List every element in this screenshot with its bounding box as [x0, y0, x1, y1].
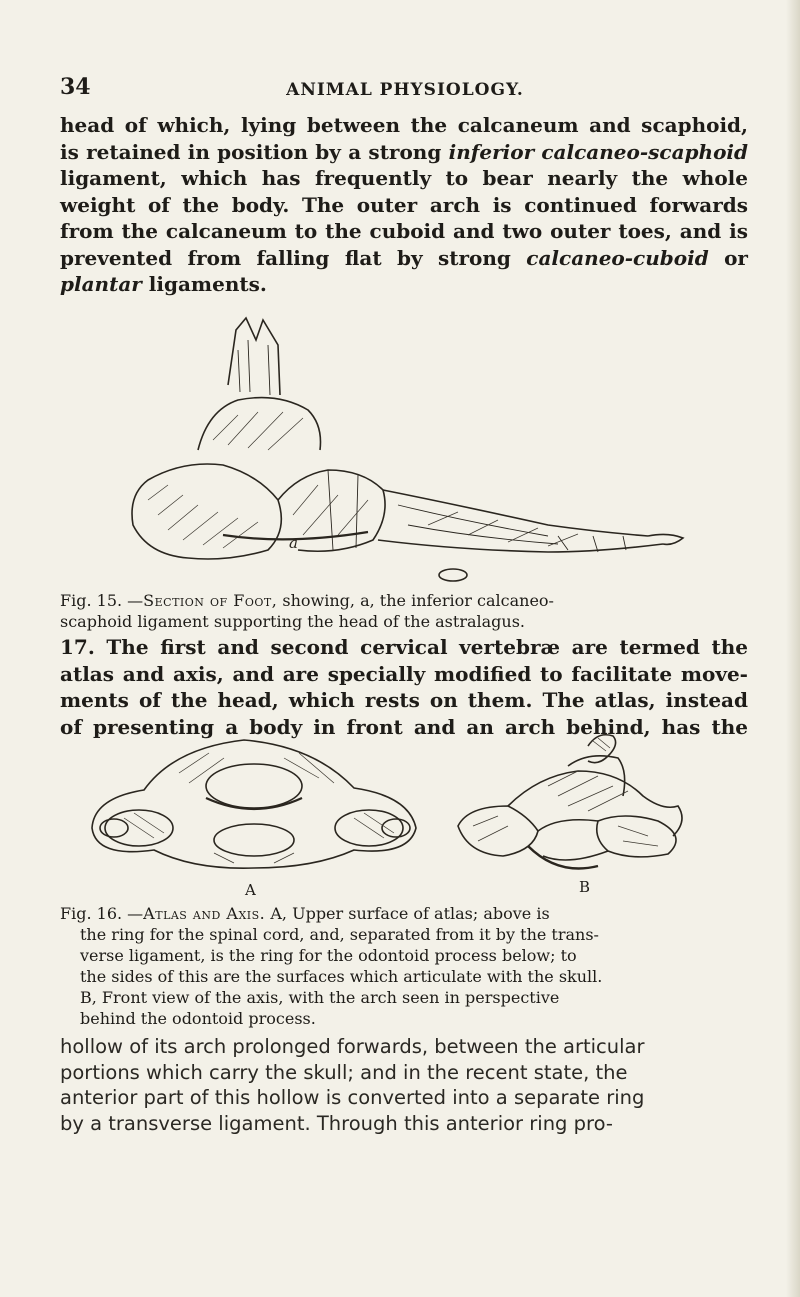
- text-line: head of which, lying between the calcaneum and scaphoid,: [60, 113, 748, 137]
- text-line: 17. The first and second cervical vertebræ are termed the: [60, 635, 748, 659]
- section-number: 17.: [60, 635, 95, 659]
- text-line: of presenting a body in front and an arch behind, has the: [60, 714, 748, 739]
- text-line: portions which carry the skull; and in the recent state, the: [60, 1060, 628, 1084]
- page-number: 34: [60, 74, 91, 100]
- text-line: from the calcaneum to the cuboid and two outer toes, and is: [60, 219, 748, 243]
- text-line: hollow of its arch prolonged forwards, between the articular: [60, 1035, 645, 1058]
- page-header: [60, 74, 750, 108]
- text-line: weight of the body. The outer arch is continued forwards: [60, 192, 748, 217]
- text-line: ments of the head, which rests on them. The atlas, instead: [60, 688, 748, 712]
- paragraph-2: [60, 634, 748, 740]
- axis-illustration: [448, 726, 703, 876]
- paragraph-1: [60, 112, 748, 298]
- caption-line: verse ligament, is the ring for the odontoid process below; to: [80, 946, 577, 965]
- text-line: prevented from falling flat by strong calcaneo-cuboid or: [60, 245, 748, 270]
- atlas-illustration: [84, 728, 424, 878]
- caption-line: Fig. 15. —Section of Foot, showing, a, the inferior calcaneo-: [60, 591, 554, 610]
- figure-15-caption: [60, 590, 748, 632]
- running-head: ANIMAL PHYSIOLOGY.: [286, 80, 524, 100]
- caption-line: the ring for the spinal cord, and, separated from it by the trans-: [80, 925, 599, 944]
- figure-label-b: B: [579, 878, 591, 896]
- text-line: anterior part of this hollow is converted into a separate ring: [60, 1086, 645, 1109]
- figure-16-caption: [60, 903, 748, 1029]
- caption-line: Fig. 16. —Atlas and Axis. A, Upper surface of atlas; above is: [60, 904, 550, 923]
- caption-line: the sides of this are the surfaces which articulate with the skull.: [80, 967, 603, 986]
- caption-line: scaphoid ligament supporting the head of the astralagus.: [60, 612, 525, 631]
- paragraph-3: [60, 1034, 750, 1136]
- text-line: is retained in position by a strong inferior calcaneo-scaphoid: [60, 139, 749, 164]
- caption-line: behind the odontoid process.: [80, 1009, 316, 1028]
- ligament-label-a: a: [289, 534, 298, 552]
- text-line: atlas and axis, and are specially modified to facilitate move-: [60, 661, 748, 686]
- page-edge-shadow: [786, 0, 800, 1297]
- text-line: by a transverse ligament. Through this anterior ring pro-: [60, 1111, 613, 1135]
- text-line: ligament, which has frequently to bear nearly the whole: [60, 166, 748, 190]
- caption-line: B, Front view of the axis, with the arch seen in perspective: [80, 988, 560, 1007]
- figure-label-a: A: [245, 881, 256, 899]
- text-line: plantar ligaments.: [60, 272, 267, 296]
- foot-section-illustration: [128, 300, 688, 585]
